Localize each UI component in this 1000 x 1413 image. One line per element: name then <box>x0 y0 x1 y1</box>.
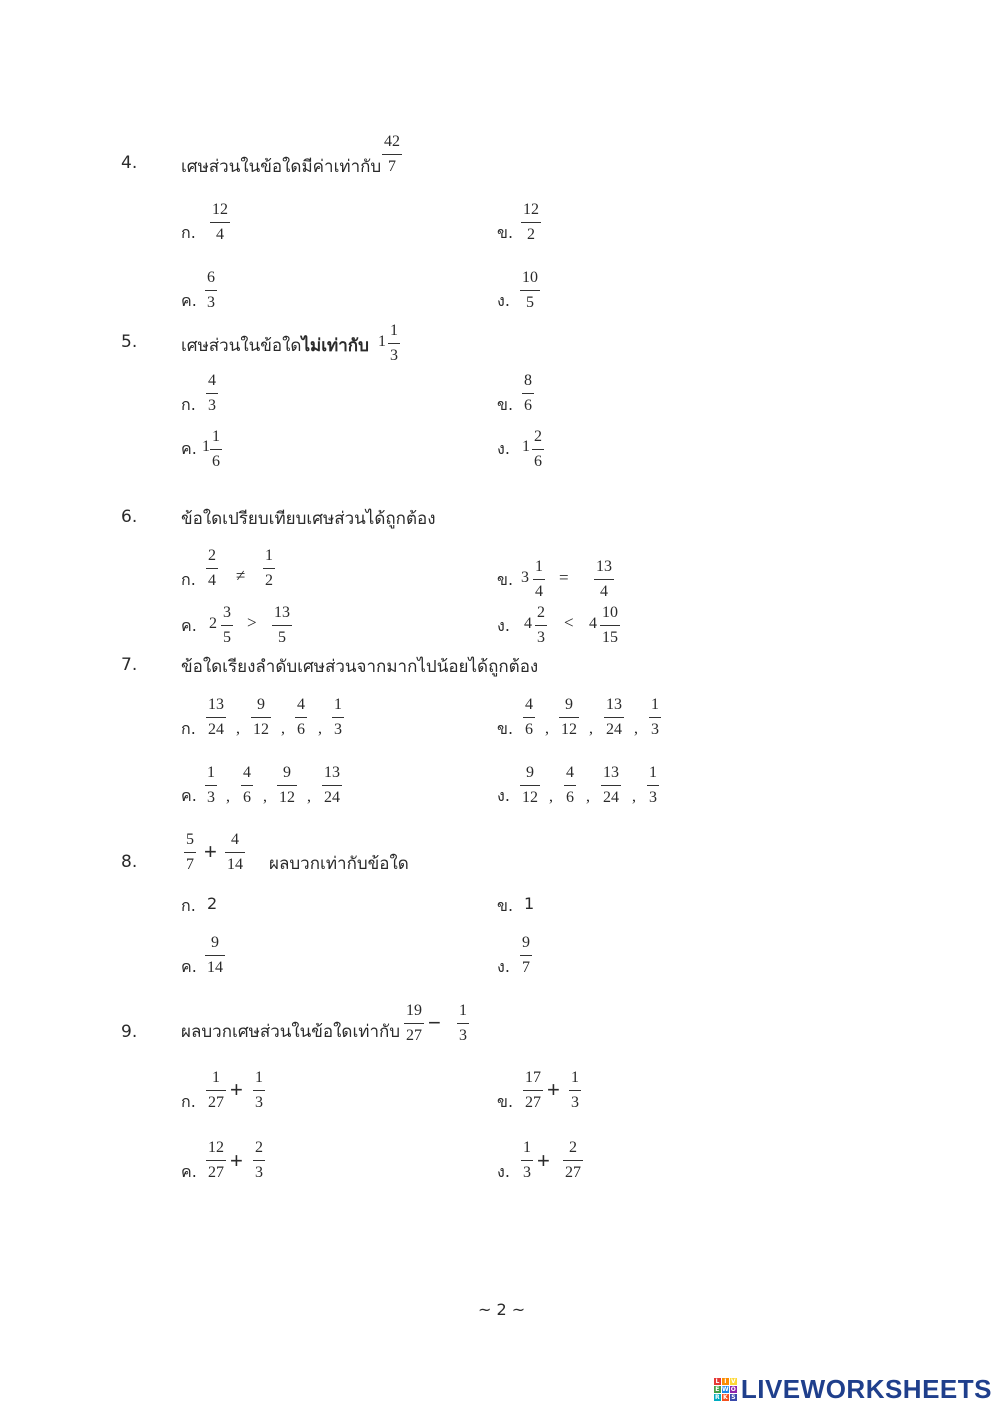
logo-badge-cell: L <box>715 1378 720 1385</box>
option-value: 2 <box>207 894 218 913</box>
option-label: ข. <box>497 1092 514 1111</box>
option-whole: 3 <box>521 569 529 586</box>
question-5-whole: 1 <box>378 333 386 350</box>
separator-comma: , <box>632 788 636 805</box>
option-fraction: 9 12 <box>561 696 577 738</box>
option-label: ก. <box>181 395 196 414</box>
separator-comma: , <box>589 720 593 737</box>
option-label: ก. <box>181 719 196 738</box>
question-7-number: 7. <box>121 655 138 675</box>
option-label: ก. <box>181 1092 196 1111</box>
question-9-number: 9. <box>121 1022 138 1042</box>
option-fraction: 10 5 <box>522 269 538 311</box>
logo-badge-cell: S <box>731 1394 736 1401</box>
option-fraction: 9 12 <box>279 764 295 806</box>
option-whole: 1 <box>202 438 210 455</box>
option-fraction: 4 3 <box>208 372 216 414</box>
question-8-fraction-a: 5 7 <box>186 831 194 873</box>
option-fraction: 9 12 <box>253 696 269 738</box>
option-label: ค. <box>181 439 197 458</box>
minus-operator: − <box>428 1010 441 1035</box>
option-label: ข. <box>497 223 514 242</box>
question-8-fraction-b: 4 14 <box>227 831 243 873</box>
separator-comma: , <box>236 720 240 737</box>
option-label: ข. <box>497 719 514 738</box>
option-label: ค. <box>181 957 197 976</box>
option-label: ง. <box>497 616 510 635</box>
logo-badge-cell: K <box>723 1394 728 1401</box>
option-label: ง. <box>497 957 510 976</box>
option-label: ง. <box>497 439 510 458</box>
option-fraction: 1 3 <box>255 1069 263 1111</box>
logo-badge-cell: W <box>722 1386 729 1393</box>
option-label: ค. <box>181 616 197 635</box>
plus-operator: + <box>230 1148 243 1173</box>
liveworksheets-logo <box>714 1374 992 1405</box>
option-fraction: 4 6 <box>297 696 305 738</box>
option-fraction: 1 27 <box>208 1069 224 1111</box>
separator-comma: , <box>549 788 553 805</box>
logo-badge-cell: E <box>715 1386 720 1393</box>
logo-text: LIVEWORKSHEETS <box>740 1374 992 1404</box>
question-8-number: 8. <box>121 852 138 872</box>
question-7-text: ข้อใดเรียงลำดับเศษส่วนจากมากไปน้อยได้ถูกต้อง <box>181 657 539 677</box>
option-fraction: 13 24 <box>603 764 619 806</box>
separator-comma: , <box>263 788 267 805</box>
separator-comma: , <box>226 788 230 805</box>
option-fraction: 2 4 <box>208 547 216 589</box>
option-fraction: 13 24 <box>606 696 622 738</box>
option-label: ข. <box>497 570 514 589</box>
comparison-operator: = <box>559 568 569 587</box>
option-fraction: 1 3 <box>651 696 659 738</box>
question-9-fraction-a: 19 27 <box>406 1002 422 1044</box>
option-fraction: 1 3 <box>523 1139 531 1181</box>
question-6-text: ข้อใดเปรียบเทียบเศษส่วนได้ถูกต้อง <box>181 509 436 529</box>
option-fraction: 1 4 <box>535 558 543 600</box>
option-label: ค. <box>181 291 197 310</box>
question-4-number: 4. <box>121 153 138 173</box>
question-4-fraction: 42 7 <box>384 133 400 175</box>
page-number: ~ 2 ~ <box>478 1300 526 1319</box>
option-fraction: 2 3 <box>537 604 545 646</box>
option-fraction: 10 15 <box>602 604 618 646</box>
option-fraction: 4 6 <box>566 764 574 806</box>
comparison-operator: > <box>247 613 257 632</box>
option-whole: 2 <box>209 615 217 632</box>
option-fraction: 9 7 <box>522 934 530 976</box>
option-fraction: 9 14 <box>207 934 223 976</box>
option-fraction: 2 27 <box>565 1139 581 1181</box>
option-whole: 4 <box>524 615 532 632</box>
option-label: ก. <box>181 896 196 915</box>
option-fraction: 1 3 <box>207 764 215 806</box>
plus-operator: + <box>537 1148 550 1173</box>
option-fraction: 4 6 <box>243 764 251 806</box>
option-fraction: 1 6 <box>212 428 220 470</box>
option-label: ข. <box>497 896 514 915</box>
plus-operator: + <box>204 839 217 864</box>
option-fraction: 9 12 <box>522 764 538 806</box>
option-label: ข. <box>497 395 514 414</box>
separator-comma: , <box>281 720 285 737</box>
logo-badge-cell: O <box>730 1386 736 1393</box>
option-fraction: 12 2 <box>523 201 539 243</box>
option-fraction: 1 3 <box>334 696 342 738</box>
separator-comma: , <box>318 720 322 737</box>
logo-badge-cell: V <box>731 1378 736 1385</box>
question-5-number: 5. <box>121 332 138 352</box>
logo-badge-icon <box>714 1378 737 1401</box>
option-fraction: 12 4 <box>212 201 228 243</box>
question-6-number: 6. <box>121 507 138 527</box>
option-fraction: 8 6 <box>524 372 532 414</box>
plus-operator: + <box>547 1077 560 1102</box>
option-fraction: 2 6 <box>534 428 542 470</box>
question-8-text: ผลบวกเท่ากับข้อใด <box>269 854 409 874</box>
option-fraction: 13 24 <box>324 764 340 806</box>
option-fraction: 13 4 <box>596 558 612 600</box>
option-whole: 1 <box>522 438 530 455</box>
question-5-fraction: 1 3 <box>390 322 398 364</box>
option-fraction: 13 24 <box>208 696 224 738</box>
option-fraction: 12 27 <box>208 1139 224 1181</box>
option-whole: 4 <box>589 615 597 632</box>
logo-badge-cell: R <box>715 1394 720 1401</box>
option-fraction: 1 3 <box>649 764 657 806</box>
logo-badge-cell: I <box>722 1378 729 1385</box>
separator-comma: , <box>307 788 311 805</box>
option-fraction: 1 3 <box>571 1069 579 1111</box>
separator-comma: , <box>545 720 549 737</box>
option-fraction: 2 3 <box>255 1139 263 1181</box>
question-4-text: เศษส่วนในข้อใดมีค่าเท่ากับ <box>181 157 382 177</box>
question-5-text: เศษส่วนในข้อใดไม่เท่ากับ <box>181 336 369 356</box>
option-value: 1 <box>524 894 535 913</box>
option-fraction: 17 27 <box>525 1069 541 1111</box>
plus-operator: + <box>230 1077 243 1102</box>
option-label: ค. <box>181 1162 197 1181</box>
option-label: ก. <box>181 223 196 242</box>
separator-comma: , <box>634 720 638 737</box>
option-label: ก. <box>181 570 196 589</box>
option-label: ค. <box>181 786 197 805</box>
option-fraction: 3 5 <box>223 604 231 646</box>
question-9-text: ผลบวกเศษส่วนในข้อใดเท่ากับ <box>181 1022 401 1042</box>
option-fraction: 1 2 <box>265 547 273 589</box>
comparison-operator: ≠ <box>236 566 246 585</box>
option-label: ง. <box>497 291 510 310</box>
option-fraction: 4 6 <box>525 696 533 738</box>
option-label: ง. <box>497 786 510 805</box>
comparison-operator: < <box>564 613 574 632</box>
option-fraction: 6 3 <box>207 269 215 311</box>
option-fraction: 13 5 <box>274 604 290 646</box>
question-9-fraction-b: 1 3 <box>459 1002 467 1044</box>
separator-comma: , <box>586 788 590 805</box>
option-label: ง. <box>497 1162 510 1181</box>
